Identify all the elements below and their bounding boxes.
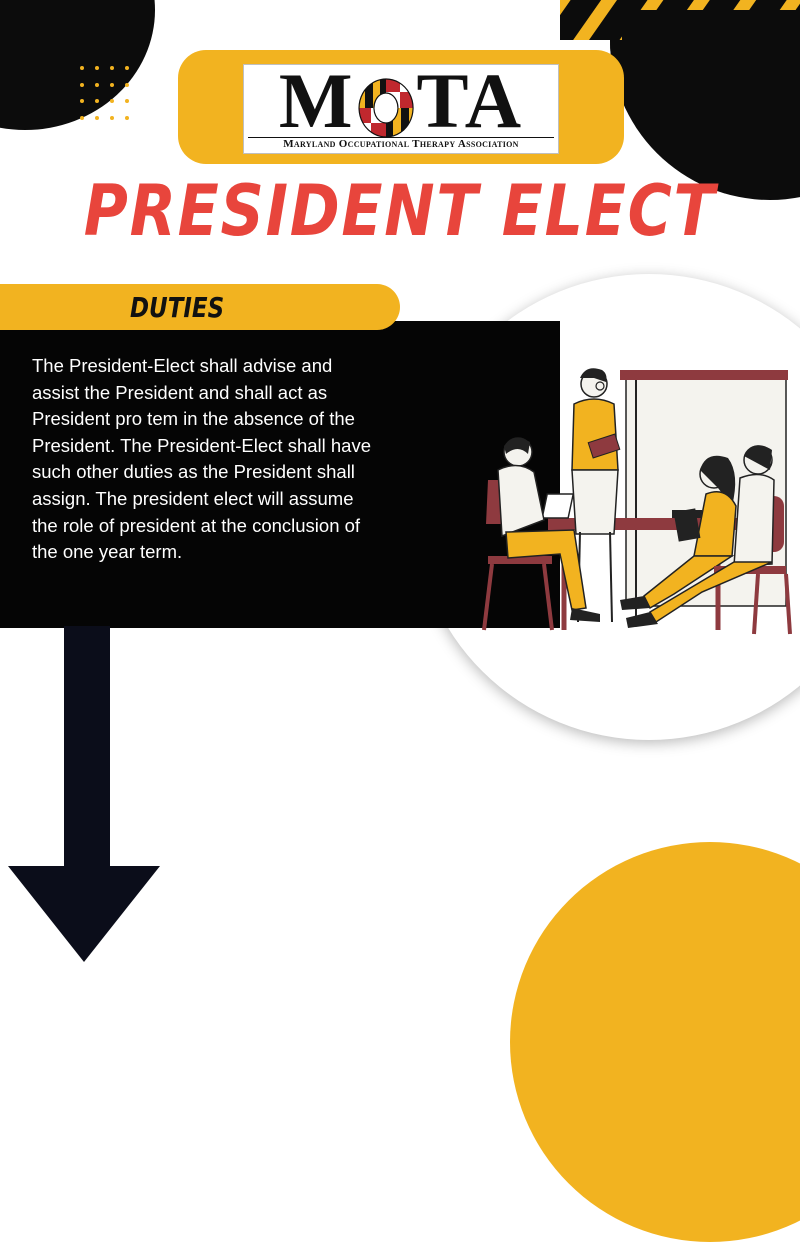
duties-description: The President-Elect shall advise and assist the President and shall act as President pro tem in the absence of the President. The President-Elect shall have such other duties as the President shall assign. The president elect will assume the role of president at the conclusion of the one year term. bbox=[32, 355, 372, 563]
duties-heading: DUTIES bbox=[130, 291, 225, 324]
page-title: PRESIDENT ELECT bbox=[83, 170, 717, 252]
meeting-illustration bbox=[414, 274, 800, 740]
logo-letter-m: M bbox=[278, 57, 355, 144]
decor-circle-bottom-right bbox=[510, 842, 800, 1242]
mota-logo bbox=[243, 57, 559, 154]
logo-subtitle-text: Maryland Occupational Therapy Association bbox=[283, 138, 519, 150]
decor-dot-grid bbox=[74, 60, 134, 126]
logo-subtitle bbox=[248, 137, 554, 152]
logo-letters-ta: TA bbox=[416, 57, 524, 144]
maryland-flag-o-icon bbox=[357, 74, 415, 136]
down-arrow-icon bbox=[8, 626, 160, 962]
